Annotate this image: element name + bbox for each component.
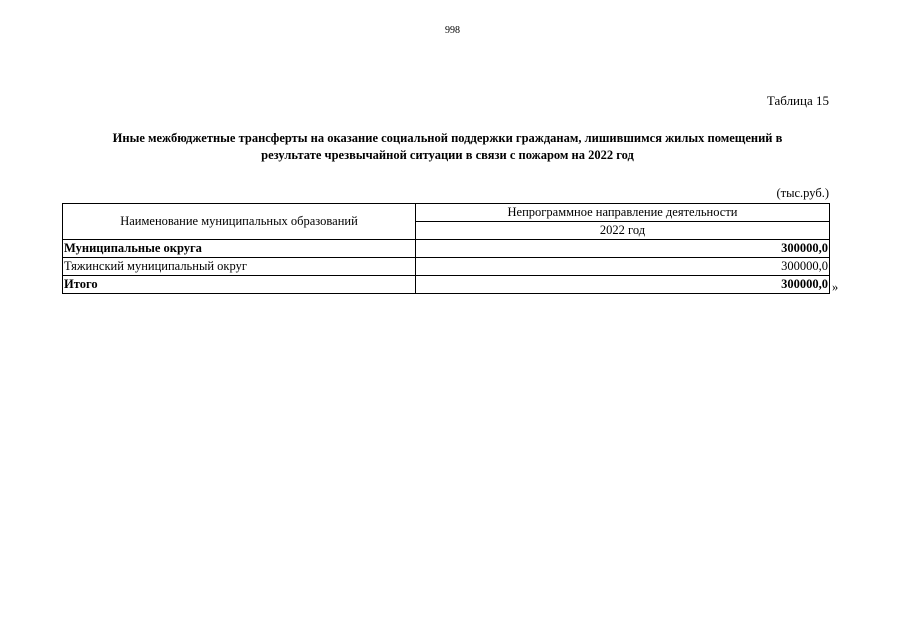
- row-name: Муниципальные округа: [63, 240, 416, 258]
- page-number: 998: [445, 25, 460, 36]
- document-title-line-1: Иные межбюджетные трансферты на оказание социальной поддержки гражданам, лишившимся жилых помещений в: [112, 131, 783, 145]
- units-label: (тыс.руб.): [776, 186, 829, 200]
- table-row: [63, 240, 830, 258]
- table-header-row: [63, 204, 830, 222]
- row-name: Тяжинский муниципальный округ: [63, 258, 416, 276]
- row-value: 300000,0: [416, 240, 830, 258]
- table-row: [63, 258, 830, 276]
- row-value: 300000,0: [416, 258, 830, 276]
- header-year: 2022 год: [416, 222, 830, 240]
- table-total-row: [63, 276, 830, 294]
- document-title: [60, 130, 835, 164]
- transfers-table: [62, 203, 830, 294]
- table-label: Таблица 15: [766, 93, 829, 108]
- header-activity-direction: Непрограммное направление деятельности: [416, 204, 830, 222]
- document-title-line-2: результате чрезвычайной ситуации в связи с пожаром на 2022 год: [261, 148, 634, 162]
- row-value: 300000,0: [416, 276, 830, 294]
- closing-quote: »: [832, 280, 839, 294]
- header-municipality-name: Наименование муниципальных образований: [63, 204, 416, 240]
- row-name: Итого: [63, 276, 416, 294]
